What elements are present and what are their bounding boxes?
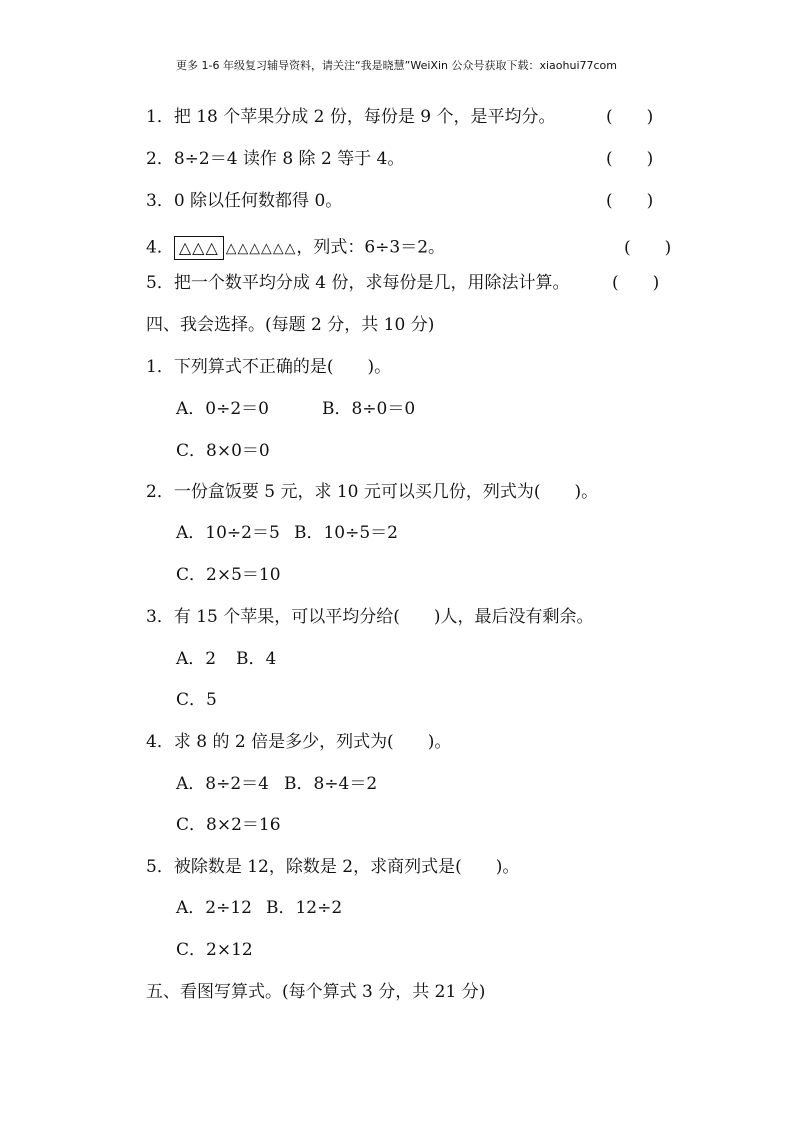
judge-answer-2[interactable]: ( ) <box>606 149 654 169</box>
judge-item-3: 3．0 除以任何数都得 0。 <box>146 191 343 211</box>
judge-item-4-number: 4． <box>146 237 174 258</box>
page-header: 更多 1-6 年级复习辅导资料，请关注“我是晓慧”WeiXin 公众号获取下载：xiaohui77com <box>176 59 617 72</box>
choice-q5-option-b[interactable]: B．12÷2 <box>266 898 343 918</box>
choice-q1-option-a[interactable]: A．0÷2＝0 <box>176 399 269 419</box>
judge-answer-4[interactable]: ( ) <box>624 238 672 258</box>
choice-q3-option-b[interactable]: B．4 <box>236 649 277 669</box>
section-5-title: 五、看图写算式。(每个算式 3 分，共 21 分) <box>146 982 486 1002</box>
judge-item-4-formula: ，列式：6÷3＝2。 <box>296 237 446 258</box>
choice-q5-option-a[interactable]: A．2÷12 <box>176 898 252 918</box>
choice-q3-option-a[interactable]: A．2 <box>176 649 217 669</box>
choice-q4-option-c[interactable]: C．8×2＝16 <box>176 815 281 835</box>
choice-q1-option-c[interactable]: C．8×0＝0 <box>176 441 270 461</box>
judge-answer-5[interactable]: ( ) <box>612 273 660 293</box>
choice-q2-option-c[interactable]: C．2×5＝10 <box>176 565 281 585</box>
choice-q4-stem: 4．求 8 的 2 倍是多少，列式为( )。 <box>146 732 452 752</box>
triangle-group-boxed: △△△ <box>174 236 224 260</box>
judge-item-4 <box>146 236 445 260</box>
choice-q3-option-c[interactable]: C．5 <box>176 690 217 710</box>
choice-q1-option-b[interactable]: B．8÷0＝0 <box>322 399 416 419</box>
section-4-title: 四、我会选择。(每题 2 分，共 10 分) <box>146 315 435 335</box>
judge-answer-1[interactable]: ( ) <box>606 107 654 127</box>
choice-q1-stem: 1．下列算式不正确的是( )。 <box>146 357 392 377</box>
triangle-group-rest: △△△△△△ <box>225 240 297 257</box>
choice-q2-option-b[interactable]: B．10÷5＝2 <box>294 523 399 543</box>
choice-q4-option-a[interactable]: A．8÷2＝4 <box>176 774 269 794</box>
choice-q4-option-b[interactable]: B．8÷4＝2 <box>284 774 378 794</box>
judge-item-2: 2．8÷2＝4 读作 8 除 2 等于 4。 <box>146 149 405 169</box>
choice-q3-stem: 3．有 15 个苹果，可以平均分给( )人，最后没有剩余。 <box>146 607 594 627</box>
judge-item-1: 1．把 18 个苹果分成 2 份，每份是 9 个，是平均分。 <box>146 107 556 127</box>
choice-q5-option-c[interactable]: C．2×12 <box>176 940 253 960</box>
choice-q5-stem: 5．被除数是 12，除数是 2，求商列式是( )。 <box>146 857 520 877</box>
judge-answer-3[interactable]: ( ) <box>606 191 654 211</box>
judge-item-5: 5．把一个数平均分成 4 份，求每份是几，用除法计算。 <box>146 273 570 293</box>
choice-q2-stem: 2．一份盒饭要 5 元，求 10 元可以买几份，列式为( )。 <box>146 482 599 502</box>
choice-q2-option-a[interactable]: A．10÷2＝5 <box>176 523 280 543</box>
